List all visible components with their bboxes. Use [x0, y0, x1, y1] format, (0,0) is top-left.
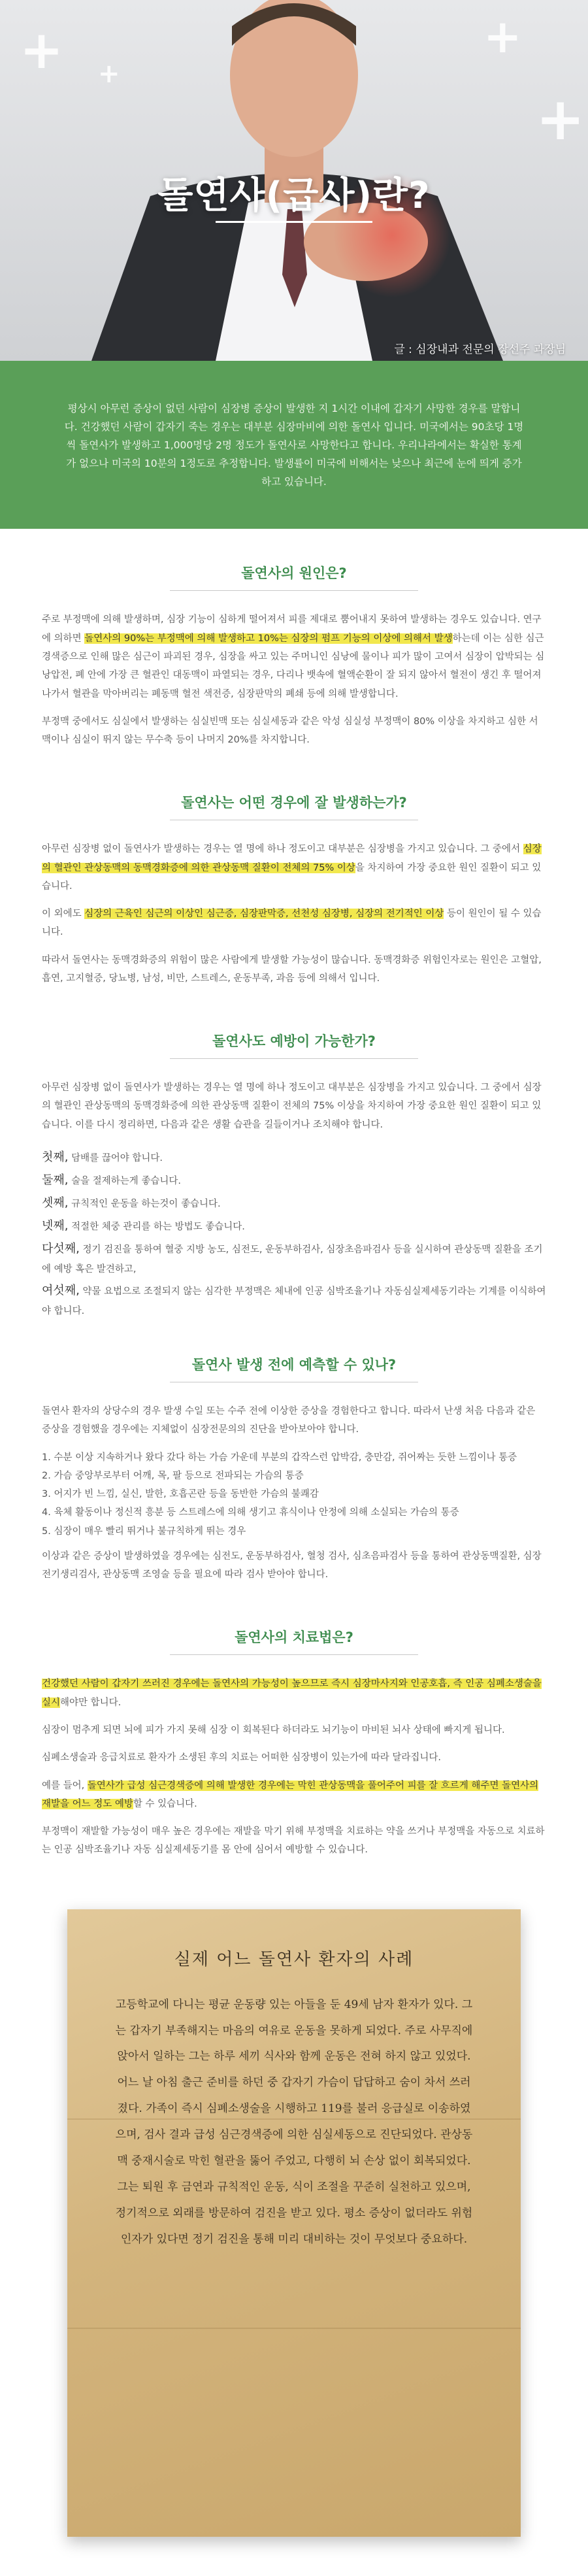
section-prevention — [0, 997, 588, 1320]
list-lead: 둘째, — [42, 1173, 69, 1188]
text-span: 하는데 이는 심한 심근경색증으로 인해 많은 심근이 파괴된 경우, 심장을 싸고 있는 주머니인 심낭에 물이나 피가 많이 고여서 심장이 압박되는 심낭압전, 폐 안에 가장 큰 혈관인 대동맥이 파열되는 경우, 다리나 뱃속에 혈액순환이 잘 되지 않아서 혈전이 생긴 후 떨어져 나가서 혈관을 막아버리는 폐동맥 혈전 색전증, 심장판막의 폐쇄 등에 의해 발생합니다. — [42, 633, 545, 699]
title-divider — [216, 221, 372, 223]
case-letter-area — [0, 1869, 588, 2576]
list-item: 1. 수분 이상 지속하거나 왔다 갔다 하는 가슴 가운데 부분의 갑작스런 압박감, 충만감, 쥐어짜는 듯한 느낌이나 통증 — [42, 1452, 517, 1463]
highlighted-text: 돌연사의 90%는 부정맥에 의해 발생하고 10%는 심장의 펌프 기능의 이상에 의해서 발생 — [84, 633, 453, 644]
section-title: 돌연사의 원인은? — [241, 565, 347, 582]
section-prediction — [0, 1320, 588, 1584]
list-item: 3. 어지가 빈 느낌, 실신, 발한, 호흡곤란 등을 동반한 가슴의 불쾌감 — [42, 1489, 319, 1500]
section-when — [0, 758, 588, 988]
paragraph: 심장이 멈추게 되면 뇌에 피가 가지 못해 심장 이 회복된다 하더라도 뇌기능이 마비된 뇌사 상태에 빠지게 됩니다. — [42, 1724, 505, 1735]
section-divider — [170, 1058, 418, 1059]
list-text: 적절한 체중 관리를 하는 방법도 좋습니다. — [68, 1222, 245, 1233]
list-text: 정기 검진을 통하여 혈중 지방 농도, 심전도, 운동부하검사, 심장초음파검사 등을 실시하여 관상동맥 질환을 조기에 예방 혹은 발견하고, — [42, 1245, 543, 1275]
text-span: 아무런 심장병 없이 돌연사가 발생하는 경우는 열 명에 하나 정도이고 대부분은 심장병을 가지고 있습니다. 그 중에서 — [42, 844, 523, 855]
text-span: 주로 부정맥에 의해 발생하며, 심장 기능이 심하게 떨어져서 피를 제대로 뿜어내지 못하여 발생하는 경우도 있습니다. 연구에 의하면 — [42, 614, 542, 644]
plus-icon: + — [536, 85, 585, 154]
list-text: 술을 절제하는게 좋습니다. — [68, 1176, 182, 1187]
list-lead: 넷째, — [42, 1219, 69, 1233]
intro-text: 평상시 아무런 증상이 없던 사람이 심장병 증상이 발생한 지 1시간 이내에 갑자기 사망한 경우를 말합니다. 건강했던 사람이 갑자기 죽는 경우는 대부분 심장마비에 의한 돌연사 입니다. 미국에서는 90초당 1명씩 돌연사가 발생하고 1,000명당 2명 정도가 돌연사로 사망한다고 합니다. 우리나라에서는 확실한 통계가 없으나 미국의 10분의 1정도로 추정합니다. 발생률이 미국에 비해서는 낮으나 최근에 눈에 띄게 증가하고 있습니다. — [64, 403, 524, 488]
letter-fold — [67, 2328, 521, 2329]
paragraph: 부정맥 중에서도 심실에서 발생하는 심실빈맥 또는 심실세동과 같은 악성 심실성 부정맥이 80% 이상을 차지하고 심한 서맥이나 심실이 뛰지 않는 무수축 등이 나머지 20%를 차지합니다. — [42, 716, 538, 746]
paragraph: 이상과 같은 증상이 발생하였을 경우에는 심전도, 운동부하검사, 혈청 검사, 심초음파검사 등을 통하여 관상동맥질환, 심장전기생리검사, 관상동맥 조영술 등을 필요에 따라 검사 받아야 합니다. — [42, 1550, 542, 1581]
list-text: 약물 요법으로 조절되지 않는 심각한 부정맥은 체내에 인공 심박조율기나 자동심실제세동기라는 기계를 이식하여야 합니다. — [42, 1286, 546, 1316]
paragraph: 부정맥이 재발할 가능성이 매우 높은 경우에는 재발을 막기 위해 부정맥을 치료하는 약을 쓰거나 부정맥을 자동으로 치료하는 인공 심박조율기나 자동 심실제세동기를 몸 안에 심어서 예방할 수 있습니다. — [42, 1826, 545, 1856]
intro-box — [0, 361, 588, 529]
section-title: 돌연사의 치료법은? — [235, 1630, 353, 1646]
text-span: 할 수 있습니다. — [133, 1798, 197, 1809]
list-item — [42, 1214, 546, 1237]
section-causes — [0, 529, 588, 749]
paragraph — [42, 840, 546, 895]
paragraph — [42, 1675, 546, 1712]
section-title: 돌연사 발생 전에 예측할 수 있나? — [191, 1357, 397, 1373]
list-item — [42, 1279, 546, 1320]
text-span: 등이 원인이 될 수 있습니다. — [42, 909, 542, 938]
section-title: 돌연사도 예방이 가능한가? — [212, 1033, 376, 1050]
highlighted-text: 심장의 혈관인 관상동맥의 동맥경화증에 의한 관상동맥 질환이 전체의 75% 이상 — [42, 844, 542, 873]
case-letter — [67, 1909, 521, 2537]
plus-icon: + — [20, 20, 64, 80]
highlighted-text: 심장의 근육인 심근의 이상인 심근증, 심장판막증, 선천성 심장병, 심장의 전기적인 이상 — [84, 909, 444, 920]
paragraph — [42, 1777, 546, 1814]
list-item — [42, 1146, 546, 1169]
list-lead: 셋째, — [42, 1196, 69, 1211]
letter-title: 실제 어느 돌연사 환자의 사례 — [174, 1949, 414, 1969]
hero-banner — [0, 0, 588, 361]
paragraph: 심폐소생술과 응급치료로 환자가 소생된 후의 치료는 어떠한 심장병이 있는가에 따라 달라집니다. — [42, 1752, 441, 1764]
paragraph: 돌연사 환자의 상당수의 경우 발생 수일 또는 수주 전에 이상한 증상을 경험한다고 합니다. 따라서 난생 처음 다음과 같은 증상을 경험했을 경우에는 지체없이 심장전문의의 진단을 받아보아야 합니다. — [42, 1406, 536, 1435]
section-treatment — [0, 1593, 588, 1859]
highlighted-text: 건강했던 사람이 갑자기 쓰러진 경우에는 돌연사의 가능성이 높으므로 즉시 심장마사지와 인공호흡, 즉 인공 심폐소생술을 실시 — [42, 1679, 542, 1708]
prevention-list — [42, 1146, 546, 1320]
letter-body: 고등학교에 다니는 평균 운동량 있는 아들을 둔 49세 남자 환자가 있다. 그는 갑자기 부족해지는 마음의 여유로 운동을 못하게 되었다. 주로 사무직에 앉아서 일하는 그는 하루 세끼 식사와 함께 운동은 전혀 하지 않고 있었다. 어느 날 아침 출근 준비를 하던 중 갑자기 가슴이 답답하고 숨이 차서 쓰러졌다. 가족이 즉시 심폐소생술을 시행하고 119를 불러 응급실로 이송하였으며, 검사 결과 급성 심근경색증에 의한 심실세동으로 진단되었다. 관상동맥 중재시술로 막힌 혈관을 뚫어 주었고, 다행히 뇌 손상 없이 회복되었다. 그는 퇴원 후 금연과 규칙적인 운동, 식이 조절을 꾸준히 실천하고 있으며, 정기적으로 외래를 방문하여 검진을 받고 있다. 평소 증상이 없더라도 위험인자가 있다면 정기 검진을 통해 미리 대비하는 것이 무엇보다 중요하다. — [115, 1998, 473, 2247]
text-span: 예를 들어, — [42, 1780, 88, 1791]
list-lead: 첫째, — [42, 1150, 69, 1164]
paragraph — [42, 905, 546, 942]
symptom-list — [42, 1448, 546, 1541]
plus-icon: + — [98, 59, 120, 89]
letter-fold — [67, 2118, 521, 2120]
list-item: 4. 육체 활동이나 정신적 흥분 등 스트레스에 의해 생기고 휴식이나 안정에 의해 소실되는 가슴의 통증 — [42, 1507, 459, 1518]
list-item: 5. 심장이 매우 빨리 뛰거나 불규칙하게 뛰는 경우 — [42, 1526, 246, 1537]
section-title: 돌연사는 어떤 경우에 잘 발생하는가? — [181, 795, 407, 811]
list-item — [42, 1169, 546, 1192]
text-span: 해야만 합니다. — [60, 1697, 122, 1708]
list-text: 규칙적인 운동을 하는것이 좋습니다. — [68, 1199, 221, 1210]
list-item: 2. 가슴 중앙부로부터 어깨, 목, 팔 등으로 전파되는 가슴의 통증 — [42, 1470, 304, 1481]
paragraph: 아무런 심장병 없이 돌연사가 발생하는 경우는 열 명에 하나 정도이고 대부분은 심장병을 가지고 있습니다. 그 중에서 심장의 혈관인 관상동맥의 동맥경화증에 의한 관상동맥 질환이 전체의 75% 이상을 차지하여 가장 중요한 원인 질환이 되고 있습니다. 이를 다시 정리하면, 다음과 같은 생활 습관을 길들이거나 조치해야 합니다. — [42, 1082, 542, 1130]
section-divider — [170, 1654, 418, 1655]
text-span: 이 외에도 — [42, 909, 85, 920]
list-text: 담배를 끊어야 합니다. — [68, 1152, 163, 1163]
section-divider — [170, 590, 418, 591]
paragraph: 따라서 돌연사는 동맥경화증의 위험이 많은 사람에게 발생할 가능성이 많습니다. 동맥경화증 위험인자로는 원인은 고혈압, 흡연, 고지혈증, 당뇨병, 남성, 비만, 스트레스, 운동부족, 과음 등에 의해서 입니다. — [42, 954, 542, 984]
paragraph — [42, 611, 546, 703]
page-title: 돌연사(급사)란? — [157, 175, 431, 217]
list-lead: 다섯째, — [42, 1242, 80, 1256]
plus-icon: + — [483, 10, 522, 63]
list-item — [42, 1237, 546, 1279]
highlighted-text: 돌연사가 급성 심근경색증에 의해 발생한 경우에는 막힌 관상동맥을 풀어주어 피를 잘 흐르게 해주면 돌연사의 재발을 어느 정도 예방 — [42, 1780, 539, 1809]
list-item — [42, 1192, 546, 1214]
list-lead: 여섯째, — [42, 1283, 80, 1297]
text-span: 을 차지하여 가장 중요한 원인 질환이 되고 있습니다. — [42, 862, 542, 892]
author-credit: 글 : 심장내과 전문의 장선주 과장님 — [394, 343, 566, 356]
